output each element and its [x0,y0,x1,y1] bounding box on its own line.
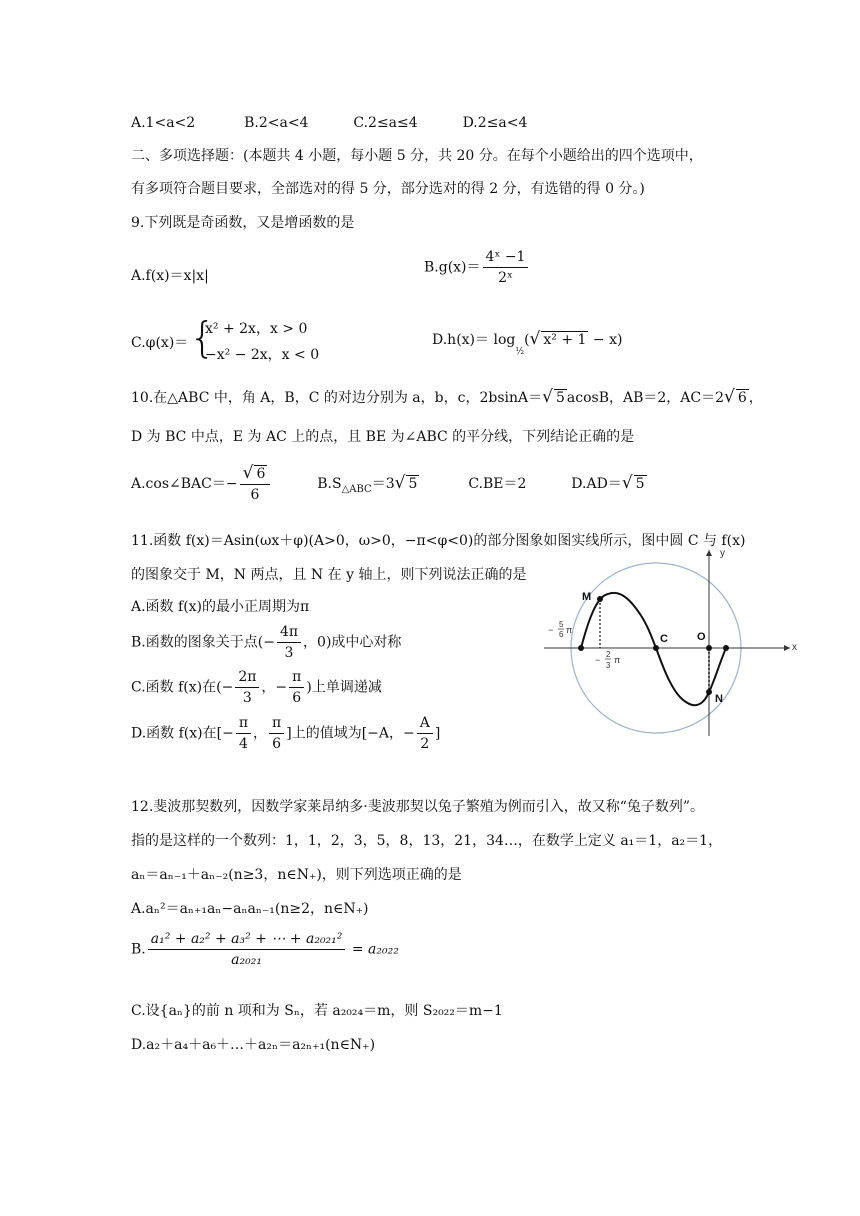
q8-option-a: A.1<a<2 [131,115,196,131]
q8-options [131,114,527,132]
mid-tick-den: 3 [606,661,611,670]
q12-line2: 指的是这样的一个数列：1，1，2，3，5，8，13，21，34…，在数学上定义 a₁＝1，a₂＝1， [131,833,723,849]
point-m [597,596,603,602]
q11-graph [540,544,800,736]
q12-line3: aₙ＝aₙ₋₁＋aₙ₋₂(n≥3，n∈N₊)，则下列选项正确的是 [131,867,462,883]
point-n [706,689,712,695]
y-axis-arrow [706,550,712,556]
q12-option-b: B. $\frac{\text{a₁² + a₂² + a₃² + ⋯ + a₂₀₂₁²}}{\text{a₂₀₂₁}}$ = a₂₀₂₂ [131,931,399,968]
mid-tick-sign: − [595,655,601,665]
label-o: O [697,631,706,643]
label-n: N [715,693,723,705]
q10-option-a: A.cos∠BAC＝− $\frac{√ 6}{6}$ [131,476,272,492]
point-left-zero [578,645,584,651]
q11-option-a: A.函数 f(x)的最小正周期为π [131,599,310,615]
q9-option-b: B.g(x)＝ $\frac{\text{4ˣ −1}}{\text{2ˣ}}$ [424,248,530,287]
q10-option-d: D.AD＝√ 5 [571,473,645,493]
left-tick-pi: π [566,625,573,635]
label-m: M [582,591,592,603]
x-axis-arrow [784,645,790,651]
point-right-zero [723,645,729,651]
q9-option-a: A.f(x)＝x|x| [131,268,209,284]
q12-option-a: A.aₙ²＝aₙ₊₁aₙ−aₙaₙ₋₁(n≥2，n∈N₊) [131,901,369,917]
q11-line2: 的图象交于 M，N 两点，且 N 在 y 轴上，则下列说法正确的是 [131,567,527,583]
q9-b-fraction: $\frac{\text{4ˣ −1}}{\text{2ˣ}}$ [483,248,529,287]
q10-option-b: $B.S_{\triangle ABC}=3√$ 5 [317,473,418,495]
q8-option-d: D.2≤a<4 [462,115,528,131]
q11-option-d: D.函数 f(x)在[− $\frac{\pi}{4}$ ， $\frac{\pi}{6}$ ]上的值域为[−A，− $\frac{A}{2}$ ] [131,715,441,752]
brace: { [189,313,216,362]
q11-option-b: B.函数的图象关于点(− $\frac{4\pi}{3}$ ，0)成中心对称 [131,624,402,661]
q9-stem: 9.下列既是奇函数，又是增函数的是 [131,215,355,231]
q11-line1: 11.函数 f(x)＝Asin(ωx＋φ)(A>0，ω>0，−π<φ<0)的部分图象如图实线所示，图中圆 C 与 f(x) [131,533,746,549]
label-y: y [720,548,725,559]
point-c [653,645,659,651]
q10-line2: D 为 BC 中点，E 为 AC 上的点，且 BE 为∠ABC 的平分线，下列结论正确的是 [131,429,635,445]
q8-option-b: B.2<a<4 [244,115,309,131]
q9-option-d: $D.h(x)= \log_{\frac{1}{2}}(√$ x² + 1 − x) [432,329,623,357]
mid-tick-num: 2 [606,650,611,659]
q11-option-c: C.函数 f(x)在(− $\frac{2\pi}{3}$ ，− $\frac{\pi}{6}$ )上单调递减 [131,669,382,706]
q10-option-c: C.BE＝2 [468,476,527,492]
label-c: C [660,633,668,645]
mid-tick-pi: π [614,655,621,665]
label-x: x [792,642,797,653]
q12-option-c: C.设{aₙ}的前 n 项和为 Sₙ，若 a₂₀₂₄＝m，则 S₂₀₂₂＝m−1 [131,1003,503,1019]
q10-options [131,464,647,504]
section2-line1: 二、多项选择题：(本题共 4 小题，每小题 5 分，共 20 分。在每个小题给出的四个选项中， [131,148,703,164]
q8-option-c: C.2≤a≤4 [353,115,418,131]
left-tick-den: 6 [559,630,564,639]
left-tick-sign: − [548,625,554,635]
q12-line1: 12.斐波那契数列，因数学家莱昂纳多·斐波那契以兔子繁殖为例而引入，故又称“兔子数列”。 [131,799,705,815]
left-tick-num: 5 [559,620,564,629]
q12-option-d: D.a₂＋a₄＋a₆＋…＋a₂ₙ＝a₂ₙ₊₁(n∈N₊) [131,1037,376,1053]
q10-line1: 10.在△ABC 中，角 A，B，C 的对边分别为 a，b，c，2bsinA＝√ 5 acosB，AB＝2，AC＝2√ 6 ， [131,387,763,407]
point-o [706,645,712,651]
section2-line2: 有多项符合题目要求，全部选对的得 5 分，部分选对的得 2 分，有选错的得 0 分。) [131,181,645,197]
